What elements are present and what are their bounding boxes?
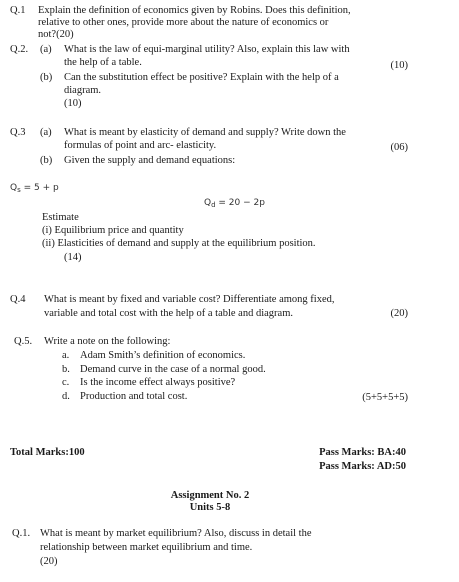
question-3a-label: (a) [40, 127, 52, 138]
question-4-marks: (20) [390, 308, 408, 319]
question-5-marks: (5+5+5+5) [362, 392, 408, 403]
question-5-item-c-label: c. [62, 377, 70, 388]
assignment-2-question-1-line-1: What is meant by market equilibrium? Also, discuss in detail the [40, 528, 312, 539]
question-2b-line-2: diagram. [64, 85, 102, 96]
question-3b-line-1: Given the supply and demand equations: [64, 155, 236, 166]
question-5-label: Q.5. [14, 336, 33, 347]
question-3a-line-1: What is meant by elasticity of demand and supply? Write down the [64, 127, 346, 138]
question-2b-marks: (10) [64, 98, 82, 109]
question-1-line-2: relative to other ones, provide more about the nature of economics or [38, 17, 329, 28]
assignment-title: Assignment No. 2 [170, 490, 250, 501]
question-5-item-a: Adam Smith’s definition of economics. [80, 350, 246, 361]
question-3b-marks: (14) [64, 252, 82, 263]
assignment-2-question-1-label: Q.1. [12, 528, 31, 539]
demand-equation-q: Q [204, 198, 212, 208]
demand-equation-subscript: d [211, 201, 216, 209]
supply-equation-q: Q [10, 183, 18, 193]
pass-marks-ba: Pass Marks: BA:40 [319, 447, 406, 458]
question-1-label: Q.1 [10, 5, 26, 16]
pass-marks-ad: Pass Marks: AD:50 [319, 461, 406, 472]
question-2-label: Q.2. [10, 44, 29, 55]
supply-equation-rhs: = 5 + p [20, 183, 59, 193]
demand-equation [204, 197, 265, 209]
estimate-label: Estimate [42, 212, 79, 223]
question-3a-marks: (06) [390, 142, 408, 153]
question-5-item-a-label: a. [62, 350, 70, 361]
supply-equation [10, 182, 59, 194]
assignment-units: Units 5-8 [189, 502, 231, 513]
supply-equation-subscript: s [17, 186, 21, 194]
question-2a-line-1: What is the law of equi-marginal utility? Also, explain this law with [64, 44, 350, 55]
question-2b-line-1: Can the substitution effect be positive? Explain with the help of a [64, 72, 339, 83]
question-3b-label: (b) [40, 155, 53, 166]
question-2a-marks: (10) [390, 60, 408, 71]
question-1-line-1: Explain the definition of economics given by Robins. Does this definition, [38, 5, 351, 16]
question-3a-line-2: formulas of point and arc- elasticity. [64, 140, 217, 151]
question-2b-label: (b) [40, 72, 53, 83]
question-3b-part-i: (i) Equilibrium price and quantity [42, 225, 184, 236]
question-5-item-d: Production and total cost. [80, 391, 188, 402]
question-5-item-d-label: d. [62, 391, 70, 402]
question-4-label: Q.4 [10, 294, 26, 305]
assignment-2-question-1-line-2: relationship between market equilibrium and time. [40, 542, 253, 553]
question-3-label: Q.3 [10, 127, 26, 138]
question-5-item-b: Demand curve in the case of a normal good. [80, 364, 266, 375]
question-5-intro: Write a note on the following: [44, 336, 171, 347]
question-5-item-b-label: b. [62, 364, 70, 375]
question-5-item-c: Is the income effect always positive? [80, 377, 236, 388]
question-4-line-2: variable and total cost with the help of a table and diagram. [44, 308, 293, 319]
total-marks: Total Marks:100 [10, 447, 85, 458]
question-2a-line-2: the help of a table. [64, 57, 142, 68]
question-3b-part-ii: (ii) Elasticities of demand and supply at the equilibrium position. [42, 238, 316, 249]
assignment-2-question-1-marks: (20) [40, 556, 58, 567]
question-2a-label: (a) [40, 44, 52, 55]
question-1-line-3: not?(20) [38, 29, 74, 40]
demand-equation-rhs: = 20 − 2p [215, 198, 265, 208]
question-4-line-1: What is meant by fixed and variable cost? Differentiate among fixed, [44, 294, 335, 305]
